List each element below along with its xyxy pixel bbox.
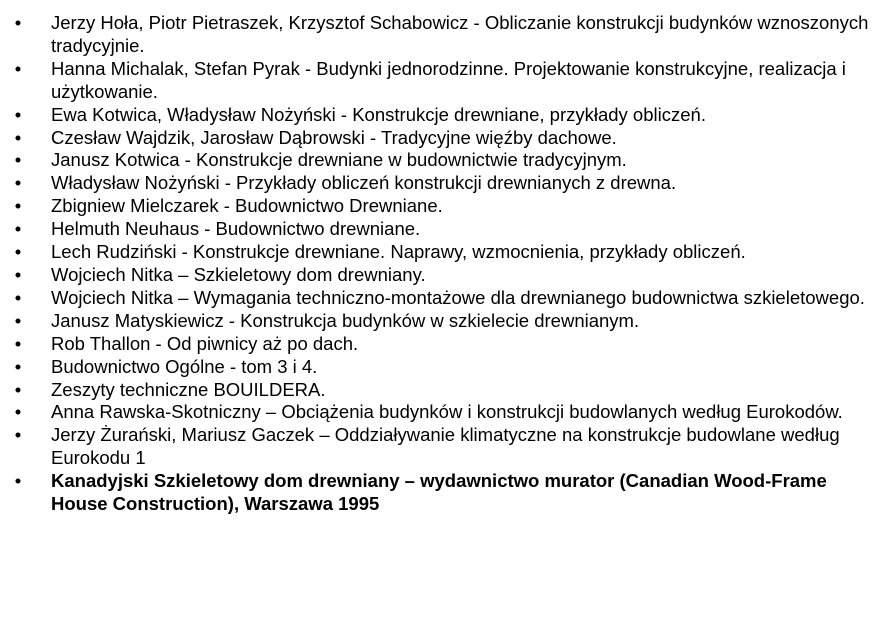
bibliography-entry: Anna Rawska-Skotniczny – Obciążenia budynków i konstrukcji budowlanych według Eurokodów. [51,401,843,423]
bullet-icon: • [14,241,22,263]
bullet-icon: • [14,309,22,331]
bullet-icon: • [14,218,22,240]
bullet-icon: • [14,126,22,148]
list-item [0,58,883,104]
bibliography-entry: Lech Rudziński - Konstrukcje drewniane. Naprawy, wzmocnienia, przykłady obliczeń. [51,241,746,263]
list-item [0,104,883,127]
list-item [0,424,883,470]
list-item [0,310,883,333]
bullet-icon: • [14,263,22,285]
bibliography-entry: Budownictwo Ogólne - tom 3 i 4. [51,355,318,377]
bibliography-entry: Wojciech Nitka – Wymagania techniczno-montażowe dla drewnianego budownictwa szkieletowego. [51,286,865,308]
bullet-icon: • [14,57,22,79]
bibliography-entry: Czesław Wajdzik, Jarosław Dąbrowski - Tradycyjne więźby dachowe. [51,126,617,148]
bullet-icon: • [14,378,22,400]
bullet-icon: • [14,332,22,354]
bibliography-entry: Zeszyty techniczne BOUILDERA. [51,378,326,400]
bibliography-entry: Ewa Kotwica, Władysław Nożyński - Konstrukcje drewniane, przykłady obliczeń. [51,103,706,125]
bibliography-entry-bold: Kanadyjski Szkieletowy dom drewniany – wydawnictwo murator (Canadian Wood-Frame House Construction), Warszawa 1995 [51,470,827,515]
bibliography-entry: Władysław Nożyński - Przykłady obliczeń konstrukcji drewnianych z drewna. [51,172,677,194]
list-item [0,401,883,424]
list-item [0,333,883,356]
bibliography-entry: Jerzy Żurański, Mariusz Gaczek – Oddziaływanie klimatyczne na konstrukcje budowlane według Eurokodu 1 [51,424,840,469]
bibliography-entry: Wojciech Nitka – Szkieletowy dom drewniany. [51,263,426,285]
bullet-icon: • [14,103,22,125]
bibliography-entry: Janusz Kotwica - Konstrukcje drewniane w budownictwie tradycyjnym. [51,149,627,171]
bullet-icon: • [14,149,22,171]
list-item [0,356,883,379]
bullet-icon: • [14,424,22,446]
bullet-icon: • [14,195,22,217]
list-item [0,218,883,241]
list-item [0,149,883,172]
bullet-icon: • [14,172,22,194]
list-item [0,127,883,150]
list-item [0,287,883,310]
bullet-icon: • [14,470,22,492]
bullet-icon: • [14,286,22,308]
list-item [0,241,883,264]
bibliography-entry: Hanna Michalak, Stefan Pyrak - Budynki jednorodzinne. Projektowanie konstrukcyjne, realizacja i użytkowanie. [51,57,846,102]
bibliography-entry: Zbigniew Mielczarek - Budownictwo Drewniane. [51,195,443,217]
list-item [0,12,883,58]
list-item [0,172,883,195]
bullet-icon: • [14,401,22,423]
list-item [0,195,883,218]
bibliography-entry: Janusz Matyskiewicz - Konstrukcja budynków w szkielecie drewnianym. [51,309,640,331]
bibliography-entry: Rob Thallon - Od piwnicy aż po dach. [51,332,359,354]
bibliography-entry: Jerzy Hoła, Piotr Pietraszek, Krzysztof Schabowicz - Obliczanie konstrukcji budynków wznoszonych tradycyjnie. [51,12,869,56]
list-item-highlighted [0,470,883,516]
bibliography-entry: Helmuth Neuhaus - Budownictwo drewniane. [51,218,421,240]
bullet-icon: • [14,12,22,33]
list-item [0,379,883,402]
bullet-icon: • [14,355,22,377]
list-item [0,264,883,287]
